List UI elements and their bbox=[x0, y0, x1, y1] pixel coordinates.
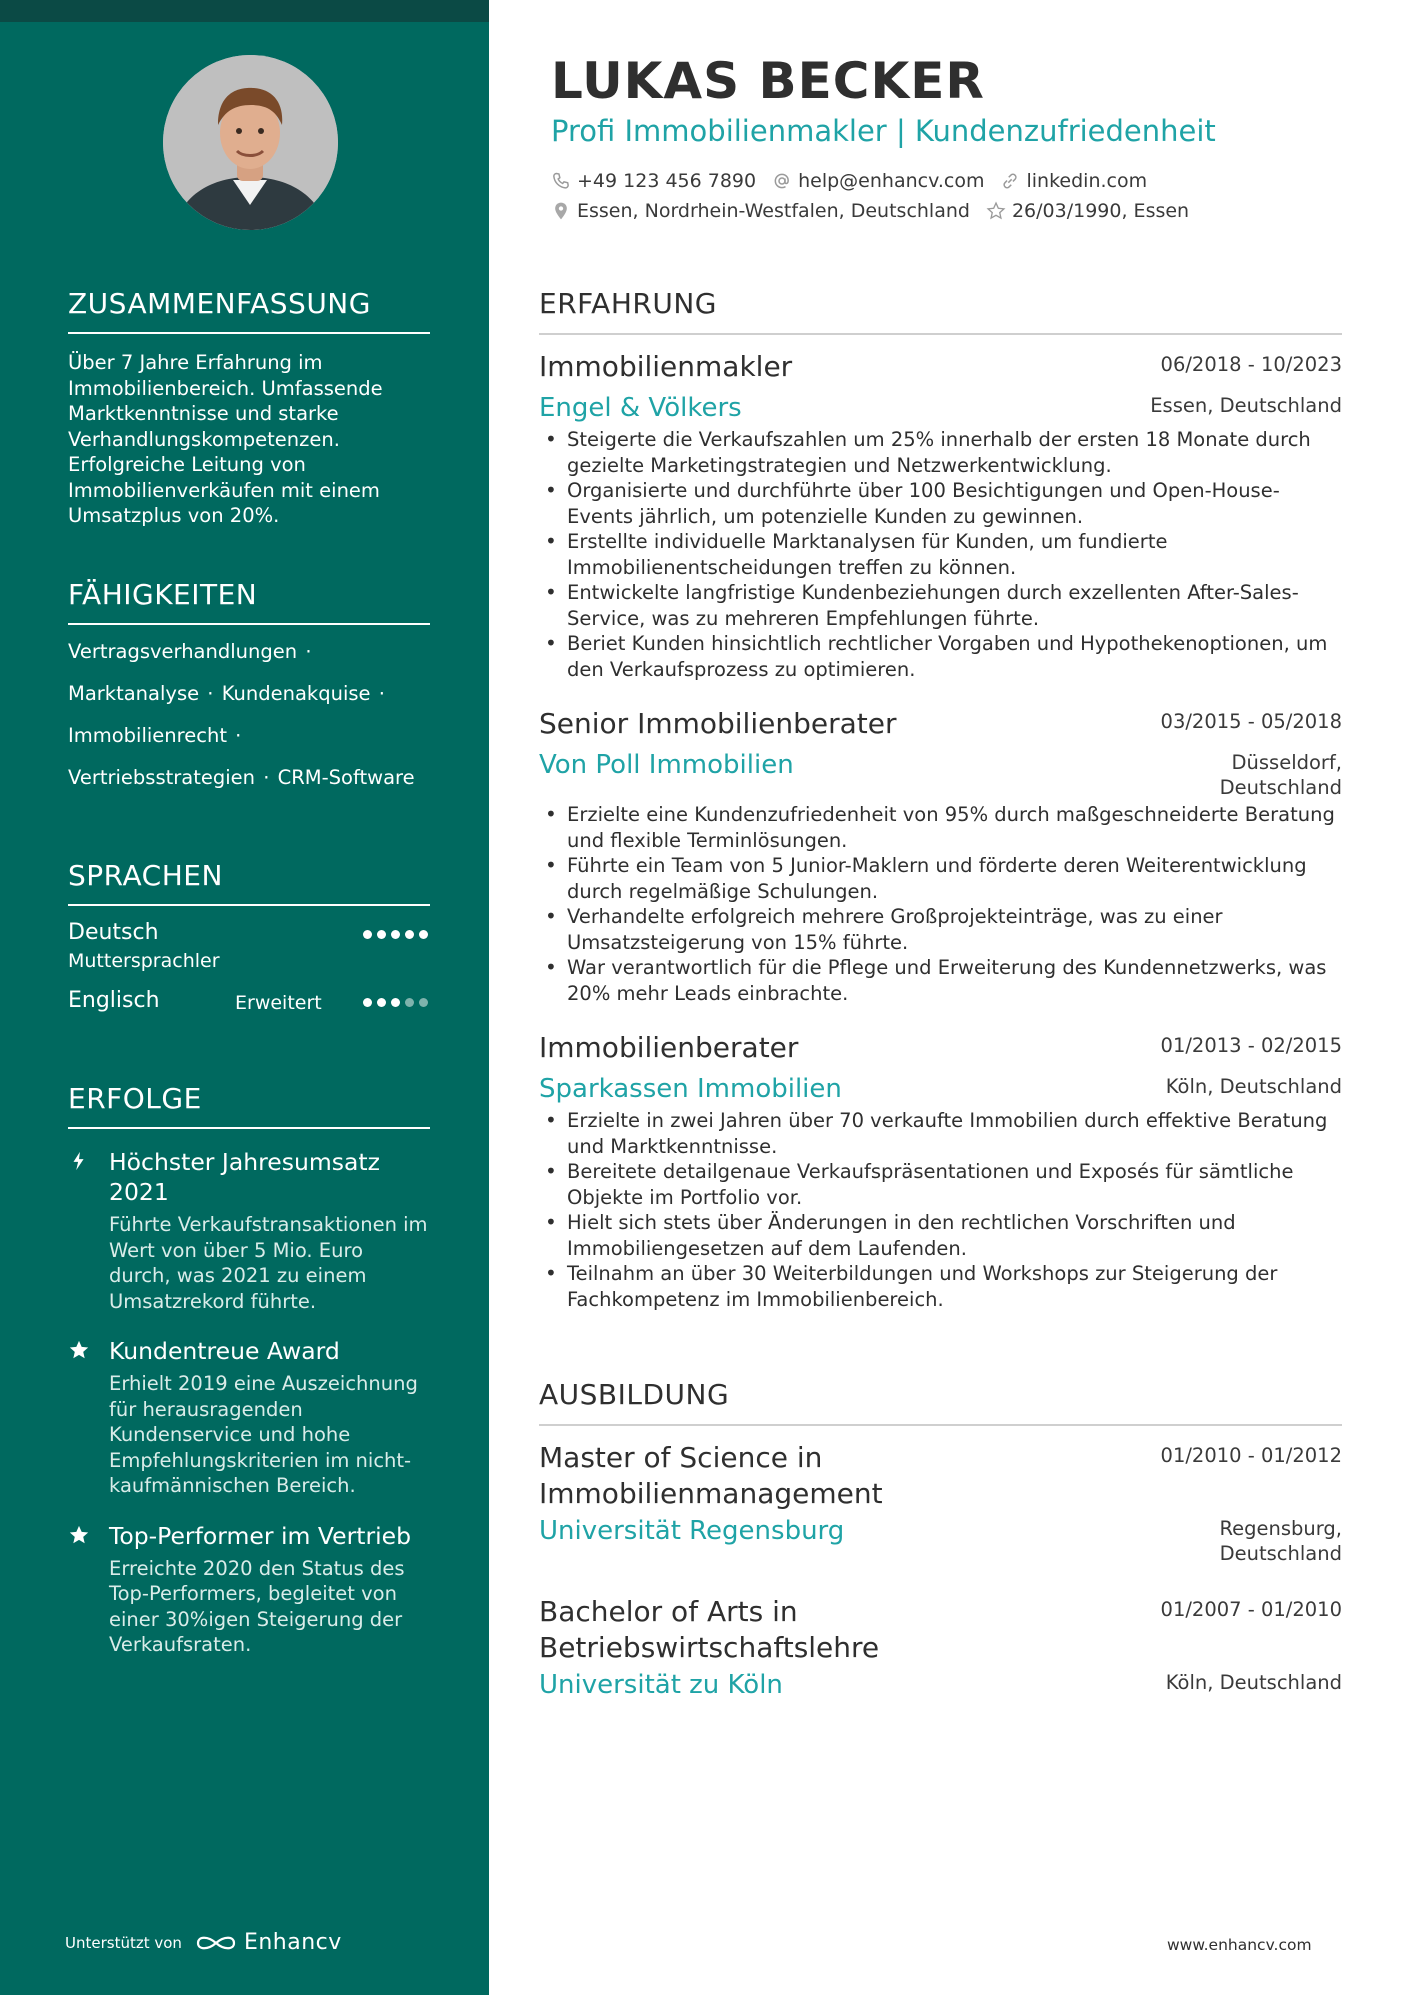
bullet-item: • Erzielte eine Kundenzufriedenheit von 95% durch maßgeschneiderte Beratung und flexible Terminlösungen. bbox=[539, 802, 1342, 853]
skill-item: Kundenakquise bbox=[221, 682, 371, 705]
skill-item: Marktanalyse bbox=[68, 682, 200, 705]
bullet-item: • Organisierte und durchführte über 100 Besichtigungen und Open-House-Events jährlich, um potenzielle Kunden zu gewinnen. bbox=[539, 478, 1342, 529]
job-title: Immobilienberater bbox=[539, 1031, 799, 1064]
skill-item: CRM-Software bbox=[277, 766, 415, 789]
achievement-desc: Erhielt 2019 eine Auszeichnung für herausragenden Kundenservice und hohe Empfehlungskriterien im nicht-kaufmännischen Bereich. bbox=[109, 1372, 418, 1497]
education-date: 01/2007 - 01/2010 bbox=[1160, 1598, 1342, 1621]
achievements-section bbox=[68, 1082, 430, 1680]
level-dot bbox=[363, 998, 372, 1007]
contact-row bbox=[551, 200, 1189, 222]
bullet-item: • Steigerte die Verkaufszahlen um 25% innerhalb der ersten 18 Monate durch gezielte Marketingstrategien und Netzwerkentwicklung. bbox=[539, 427, 1342, 478]
skill-item: Vertragsverhandlungen bbox=[68, 640, 298, 663]
achievement-item bbox=[68, 1147, 430, 1314]
achievements-title: ERFOLGE bbox=[68, 1082, 430, 1129]
infinity-icon bbox=[194, 1932, 238, 1954]
powered-by-label: Unterstützt von bbox=[65, 1933, 182, 1952]
birth-text: 26/03/1990, Essen bbox=[1011, 200, 1190, 222]
summary-title: ZUSAMMENFASSUNG bbox=[68, 287, 430, 334]
achievement-item bbox=[68, 1336, 430, 1499]
skill-line: Vertragsverhandlungen · bbox=[68, 640, 312, 663]
experience-title: ERFAHRUNG bbox=[539, 287, 1342, 335]
achievement-item bbox=[68, 1521, 430, 1658]
powered-by bbox=[65, 1930, 342, 1955]
job-date: 01/2013 - 02/2015 bbox=[1160, 1034, 1342, 1057]
bullet-item: • Entwickelte langfristige Kundenbeziehungen durch exzellenten After-Sales-Service, was zu mehreren Empfehlungen führte. bbox=[539, 580, 1342, 631]
bullet-item: • Hielt sich stets über Änderungen in den rechtlichen Vorschriften und Immobiliengesetzen auf dem Laufenden. bbox=[539, 1210, 1342, 1261]
education-date: 01/2010 - 01/2012 bbox=[1160, 1444, 1342, 1467]
bullet-item: • Führte ein Team von 5 Junior-Maklern und förderte deren Weiterentwicklung durch regelmäßige Schulungen. bbox=[539, 853, 1342, 904]
headline: Profi Immobilienmakler | Kundenzufriedenheit bbox=[551, 114, 1216, 148]
level-dot bbox=[377, 930, 386, 939]
phone-text: +49 123 456 7890 bbox=[577, 170, 757, 192]
education-location: Regensburg, Deutschland bbox=[1219, 1517, 1342, 1565]
languages-title: SPRACHEN bbox=[68, 859, 430, 906]
degree-title: Bachelor of Arts in Betriebswirtschaftslehre bbox=[539, 1595, 880, 1664]
skill-line: Immobilienrecht · bbox=[68, 724, 242, 747]
skills-title: FÄHIGKEITEN bbox=[68, 578, 430, 625]
link-icon bbox=[1000, 171, 1020, 191]
job-bullets bbox=[539, 1108, 1342, 1312]
job-company: Engel & Völkers bbox=[539, 393, 742, 423]
enhancv-logo[interactable] bbox=[194, 1930, 342, 1955]
skill-line: Marktanalyse · Kundenakquise · bbox=[68, 682, 385, 705]
bullet-item: • Bereitete detailgenaue Verkaufspräsentationen und Exposés für sämtliche Objekte im Portfolio vor. bbox=[539, 1159, 1342, 1210]
language-level: Muttersprachler bbox=[68, 950, 220, 972]
bullet-item: • Beriet Kunden hinsichtlich rechtlicher Vorgaben und Hypothekenoptionen, um den Verkaufsprozess zu optimieren. bbox=[539, 631, 1342, 682]
contact-email[interactable] bbox=[772, 170, 984, 192]
language-name: Deutsch bbox=[68, 920, 159, 945]
contact-link[interactable] bbox=[1000, 170, 1147, 192]
link-text: linkedin.com bbox=[1026, 170, 1148, 192]
job-location: Essen, Deutschland bbox=[1150, 394, 1342, 417]
job-bullets bbox=[539, 427, 1342, 682]
level-dot bbox=[391, 930, 400, 939]
location-text: Essen, Nordrhein-Westfalen, Deutschland bbox=[577, 200, 970, 222]
experience-section bbox=[539, 287, 1342, 1336]
languages-section bbox=[68, 859, 430, 1040]
education-entry bbox=[539, 1594, 1342, 1702]
job-date: 06/2018 - 10/2023 bbox=[1160, 353, 1342, 376]
education-title: AUSBILDUNG bbox=[539, 1378, 1342, 1426]
language-item bbox=[68, 920, 430, 976]
bullet-item: • War verantwortlich für die Pflege und Erweiterung des Kundennetzwerks, was 20% mehr Leads einbrachte. bbox=[539, 955, 1342, 1006]
bullet-item: • Erstellte individuelle Marktanalysen für Kunden, um fundierte Immobilienentscheidungen treffen zu können. bbox=[539, 529, 1342, 580]
level-dot bbox=[391, 998, 400, 1007]
star-outline-icon bbox=[986, 201, 1006, 221]
education-location: Köln, Deutschland bbox=[1165, 1671, 1342, 1694]
level-dot bbox=[363, 930, 372, 939]
achievement-title: Kundentreue Award bbox=[109, 1337, 340, 1365]
achievement-title: Höchster Jahresumsatz 2021 bbox=[109, 1148, 380, 1206]
level-dot bbox=[405, 998, 414, 1007]
job-title: Senior Immobilienberater bbox=[539, 707, 897, 740]
brand-name: Enhancv bbox=[243, 1930, 342, 1955]
star-icon bbox=[68, 1339, 90, 1361]
job-entry bbox=[539, 1030, 1342, 1312]
skill-line: Vertriebsstrategien · CRM-Software bbox=[68, 766, 415, 789]
achievement-desc: Erreichte 2020 den Status des Top-Performers, begleitet von einer 30%igen Steigerung der Verkaufsraten. bbox=[109, 1556, 405, 1656]
job-company: Sparkassen Immobilien bbox=[539, 1074, 842, 1104]
at-icon bbox=[772, 171, 792, 191]
school-name: Universität zu Köln bbox=[539, 1670, 783, 1700]
footer-url[interactable]: www.enhancv.com bbox=[1167, 1936, 1312, 1954]
contact-birth bbox=[986, 200, 1189, 222]
lightning-icon bbox=[68, 1150, 90, 1172]
achievement-title: Top-Performer im Vertrieb bbox=[109, 1521, 412, 1550]
education-section bbox=[539, 1378, 1342, 1726]
bullet-item: • Erzielte in zwei Jahren über 70 verkaufte Immobilien durch effektive Beratung und Marktkenntnisse. bbox=[539, 1108, 1342, 1159]
job-location: Köln, Deutschland bbox=[1165, 1075, 1342, 1098]
language-dots bbox=[363, 998, 428, 1007]
email-text: help@enhancv.com bbox=[798, 170, 985, 192]
level-dot bbox=[419, 998, 428, 1007]
job-entry bbox=[539, 706, 1342, 1006]
bullet-item: • Verhandelte erfolgreich mehrere Großprojekteinträge, was zu einer Umsatzsteigerung von 15% führte. bbox=[539, 904, 1342, 955]
degree-title: Master of Science in Immobilienmanagement bbox=[539, 1441, 883, 1510]
job-location: Düsseldorf, Deutschland bbox=[1219, 751, 1342, 799]
education-entry bbox=[539, 1440, 1342, 1566]
candidate-name: LUKAS BECKER bbox=[551, 52, 985, 110]
level-dot bbox=[419, 930, 428, 939]
language-name: Englisch bbox=[68, 988, 160, 1013]
skill-item: Vertriebsstrategien bbox=[68, 766, 256, 789]
achievement-desc: Führte Verkaufstransaktionen im Wert von über 5 Mio. Euro durch, was 2021 zu einem Umsatzrekord führte. bbox=[109, 1213, 428, 1313]
summary-text: Über 7 Jahre Erfahrung im Immobilienbereich. Umfassende Marktkenntnisse und starke Verhandlungskompetenzen. Erfolgreiche Leitung von Immobilienverkäufen mit einem Umsatzplus von 20%. bbox=[68, 351, 383, 527]
job-title: Immobilienmakler bbox=[539, 350, 793, 383]
language-dots bbox=[363, 930, 428, 939]
sidebar bbox=[0, 0, 489, 1995]
job-date: 03/2015 - 05/2018 bbox=[1160, 710, 1342, 733]
contact-phone[interactable] bbox=[551, 170, 756, 192]
profile-photo-illustration bbox=[163, 55, 338, 230]
contact-row bbox=[551, 170, 1147, 192]
job-entry bbox=[539, 349, 1342, 682]
skill-item: Immobilienrecht bbox=[68, 724, 227, 747]
language-level: Erweitert bbox=[235, 992, 322, 1014]
profile-photo bbox=[163, 55, 338, 230]
sidebar-top-bar bbox=[0, 0, 489, 22]
school-name: Universität Regensburg bbox=[539, 1516, 845, 1546]
skills-section bbox=[68, 578, 430, 807]
star-icon bbox=[68, 1524, 90, 1546]
bullet-item: • Teilnahm an über 30 Weiterbildungen und Workshops zur Steigerung der Fachkompetenz im Immobilienbereich. bbox=[539, 1261, 1342, 1312]
level-dot bbox=[405, 930, 414, 939]
level-dot bbox=[377, 998, 386, 1007]
job-company: Von Poll Immobilien bbox=[539, 750, 794, 780]
location-pin-icon bbox=[551, 201, 571, 221]
summary-section bbox=[68, 287, 430, 529]
phone-icon bbox=[551, 171, 571, 191]
job-bullets bbox=[539, 802, 1342, 1006]
contact-location bbox=[551, 200, 970, 222]
language-item bbox=[68, 988, 430, 1028]
